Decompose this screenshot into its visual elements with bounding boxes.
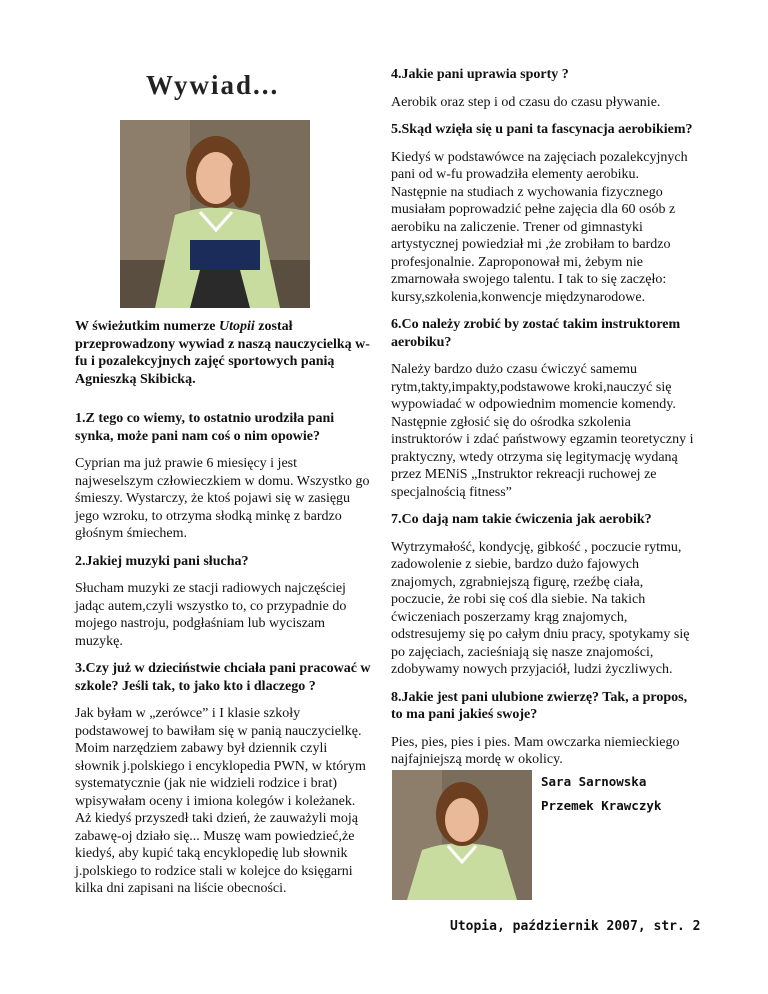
question-4: 4.Jakie pani uprawia sporty ? (391, 67, 569, 82)
page-footer: Utopia, październik 2007, str. 2 (450, 919, 701, 934)
article-title: Wywiad... (146, 70, 280, 100)
interviewee-photo-small (392, 770, 532, 900)
authors (541, 770, 701, 818)
question-5: 5.Skąd wzięła się u pani ta fascynacja aerobikiem? (391, 122, 693, 137)
answer-4: Aerobik oraz step i od czasu do czasu pływanie. (391, 94, 661, 110)
question-7: 7.Co dają nam takie ćwiczenia jak aerobik? (391, 512, 652, 527)
answer-2: Słucham muzyki ze stacji radiowych najczęściej jadąc autem,czyli wszystko to, co przypadnie do mojego nastroju, podgłaśniam lub wyciszam muzykę. (75, 581, 347, 649)
answer-6: Należy bardzo dużo czasu ćwiczyć samemu rytm,takty,impakty,podstawowe kroki,nauczyć się wypowiadać w odpowiednim momencie komendy. Następnie zgłosić się do ośrodka szkolenia instruktorów i zdać państwowy egzamin teoretyczny i praktyczny, wtedy otrzyma się legitymację wydaną przez MENiS „Instruktor rekreacji ruchowej ze specjalnością fitness” (391, 362, 694, 500)
answer-3: Jak byłam w „zerówce” i I klasie szkoły podstawowej to bawiłam się w panią nauczycielkę. Moim narzędziem zabawy był dziennik czyli słownik j.polskiego i encyklopedia PWN, w którym systematycznie (jak nie widzieli rodzice i brat) wpisywałam oceny i imiona kolegów i koleżanek. Aż kiedyś przyszedł taki dzień, że zauważyli moją zabawę-oj działo się... Muszę wam powiedzieć,że kiedyś, aby kupić taką encyklopedię lub słownik j.polskiego to rodzice stali w kolejce do księgarni kilka dni zapisani na liście obecności. (75, 706, 366, 896)
question-3: 3.Czy już w dzieciństwie chciała pani pracować w szkole? Jeśli tak, to jako kto i dlaczego ? (75, 661, 371, 694)
question-6: 6.Co należy zrobić by zostać takim instruktorem aerobiku? (391, 317, 681, 350)
answer-7: Wytrzymałość, kondycję, gibkość , poczucie rytmu, zadowolenie z siebie, bardzo dużo fajowych znajomych, zgrabniejszą figurę, rzeźbę ciała, poczucie, że robi się coś dla siebie. Na takich ćwiczeniach poszerzamy krąg znajomych, odstresujemy się po całym dniu pracy, spotykamy się po zajęciach, zacieśniają się nasze znajomości, zdobywamy nowych przyjaciół, ludzi życzliwych. (391, 539, 690, 677)
question-1: 1.Z tego co wiemy, to ostatnio urodziła pani synka, może pani nam coś o nim opowie? (75, 411, 335, 444)
left-column (75, 318, 373, 908)
interviewee-photo (120, 120, 310, 308)
answer-1: Cyprian ma już prawie 6 miesięcy i jest najweselszym człowieczkiem w domu. Wszystko go śmieszy. Wystarczy, że ktoś pojawi się w zasięgu jego wzroku, to otrzyma słodką minkę z bardzo głośnym śmiechem. (75, 456, 370, 541)
author-name: Przemek Krawczyk (541, 798, 662, 813)
question-2: 2.Jakiej muzyki pani słucha? (75, 553, 249, 569)
right-column (391, 66, 696, 779)
answer-8: Pies, pies, pies i pies. Mam owczarka niemieckiego najfajniejszą mordę w okolicy. (391, 734, 680, 767)
answer-5: Kiedyś w podstawówce na zajęciach pozalekcyjnych pani od w-fu prowadziła elementy aerobiku. Następnie na studiach z wychowania fizycznego musiałam poprowadzić pełne zajęcia dla 60 osób z aerobiku na zaliczenie. Trener od gimnastyki artystycznej powiedział mi ,że zrobiłam to bardzo profesjonalnie. Zaproponował mi, żebym nie zmarnowała swojego talentu. I tak to się zaczęło: kursy,szkolenia,konwencje międzynarodowe. (391, 149, 688, 305)
magazine-name: Utopii (219, 319, 255, 334)
intro-text-before: W świeżutkim numerze (75, 319, 219, 334)
intro-paragraph (75, 318, 373, 388)
author-name: Sara Sarnowska (541, 774, 647, 789)
intro-text-after: został przeprowadzony wywiad z naszą nauczycielką w-fu i pozalekcyjnych zajęć sportowych panią Agnieszką Skibicką. (75, 319, 370, 387)
question-8: 8.Jakie jest pani ulubione zwierzę? Tak, a propos, to ma pani jakieś swoje? (391, 689, 688, 722)
